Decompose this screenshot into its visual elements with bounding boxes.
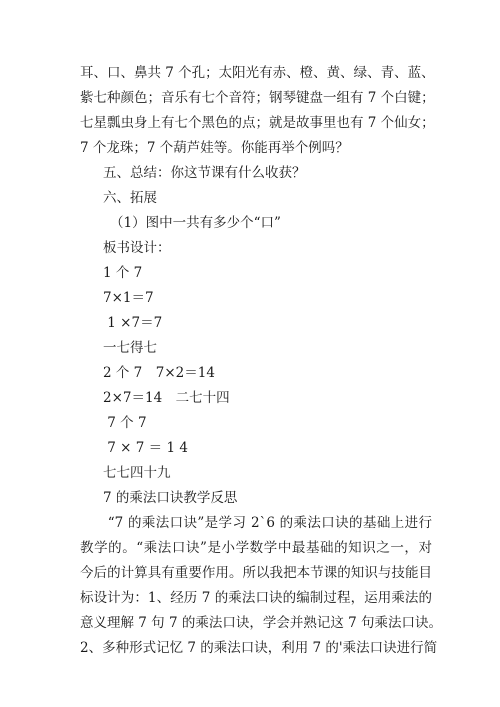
board-line: 7 × 7 ＝ 1 4 bbox=[103, 440, 188, 456]
paragraph-line: 教学的。“乘法口诀”是小学数学中最基础的知识之一，对 bbox=[80, 540, 432, 556]
paragraph-line: 意义理解 7 句 7 的乘法口诀，学会并熟记这 7 句乘法口诀。 bbox=[80, 615, 443, 631]
board-line: 1 个 7 bbox=[103, 265, 143, 281]
reflection-title: 7 的乘法口诀教学反思 bbox=[103, 490, 238, 506]
board-line: 1 ×7＝7 bbox=[103, 315, 163, 331]
paragraph-line: “7 的乘法口诀”是学习 2`6 的乘法口诀的基础上进行 bbox=[80, 515, 432, 531]
paragraph-line: 紫七种颜色；音乐有七个音符；钢琴键盘一组有 7 个白键； bbox=[80, 90, 435, 106]
board-line: 2 个 7 7×2＝14 bbox=[103, 365, 215, 381]
board-line: 七七四十九 bbox=[103, 465, 171, 481]
board-line: 2×7＝14 二七十四 bbox=[103, 390, 230, 406]
section-heading-extension: 六、拓展 bbox=[103, 190, 157, 206]
board-line: 7×1＝7 bbox=[103, 290, 154, 306]
paragraph-line: 耳、口、鼻共 7 个孔；太阳光有赤、橙、黄、绿、青、蓝、 bbox=[80, 65, 435, 81]
board-line: 7 个 7 bbox=[103, 415, 147, 431]
extension-question: （1）图中一共有多少个“口” bbox=[110, 215, 281, 231]
paragraph-line: 2、多种形式记忆 7 的乘法口诀，利用 7 的'乘法口诀进行简 bbox=[80, 640, 438, 656]
section-heading-summary: 五、总结：你这节课有什么收获？ bbox=[103, 165, 306, 181]
paragraph-line: 标设计为：1、经历 7 的乘法口诀的编制过程，运用乘法的 bbox=[80, 590, 432, 606]
paragraph-line: 7 个龙珠；7 个葫芦娃等。你能再举个例吗？ bbox=[80, 140, 349, 156]
paragraph-line: 今后的计算具有重要作用。所以我把本节课的知识与技能目 bbox=[80, 565, 432, 581]
board-design-title: 板书设计： bbox=[103, 240, 171, 256]
board-line: 一七得七 bbox=[103, 340, 157, 356]
paragraph-line: 七星瓢虫身上有七个黑色的点；就是故事里也有 7 个仙女； bbox=[80, 115, 435, 131]
